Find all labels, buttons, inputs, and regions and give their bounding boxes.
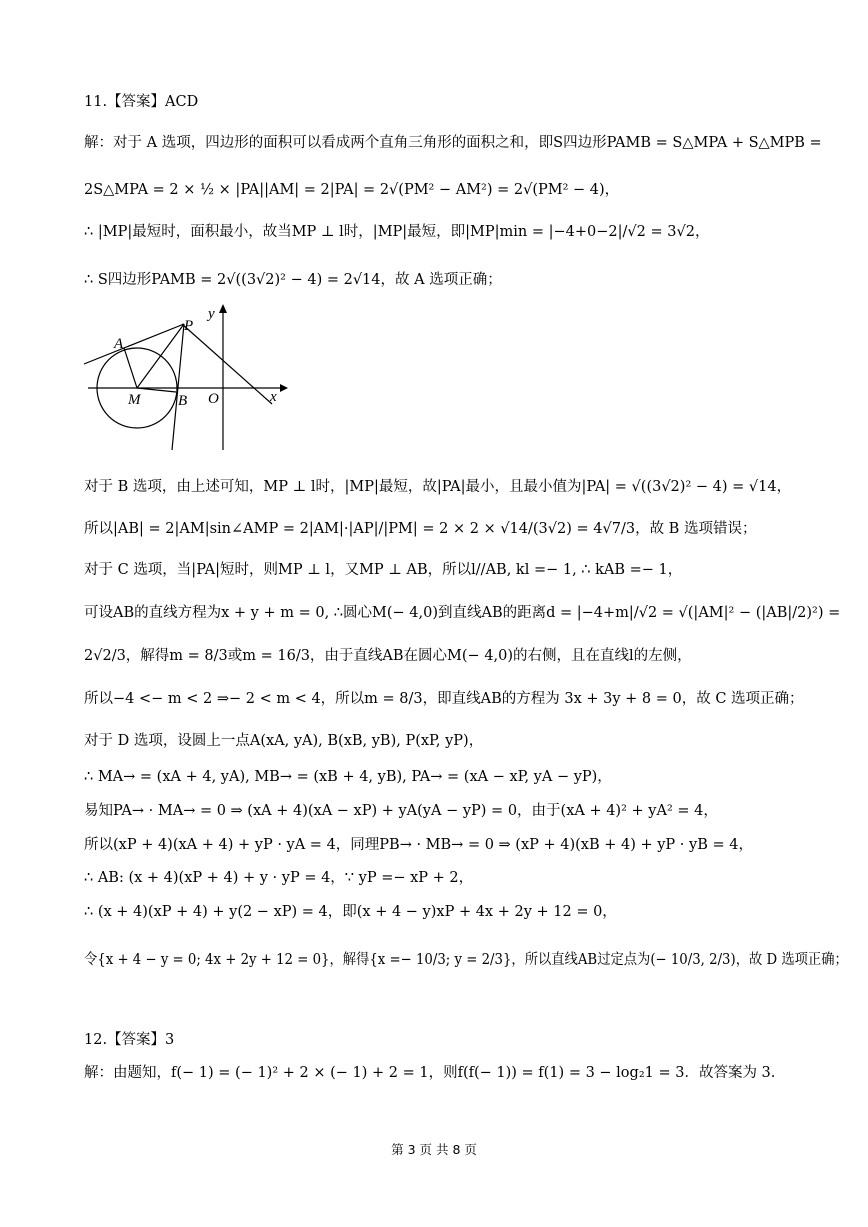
label-b: B: [178, 393, 188, 409]
y-axis-arrow: [219, 304, 227, 313]
q11-line-2: 2S△MPA = 2 × ½ × |PA||AM| = 2|PA| = 2√(PM² − AM²) = 2√(PM² − 4)，: [84, 182, 620, 198]
q11-c-line-2: 可设AB的直线方程为x + y + m = 0, ∴圆心M(− 4,0)到直线AB的距离d = |−4+m|/√2 = √(|AM|² − (|AB|/2)²) =: [84, 605, 841, 621]
label-p: P: [184, 318, 194, 334]
label-y: y: [208, 306, 215, 322]
geometry-figure: [80, 300, 290, 455]
q11-d-line-3: 易知PA→ · MA→ = 0 ⇒ (xA + 4)(xA − xP) + yA(yA − yP) = 0，由于(xA + 4)² + yA² = 4，: [84, 803, 718, 819]
q11-d-line-2: ∴ MA→ = (xA + 4, yA), MB→ = (xB + 4, yB), PA→ = (xA − xP, yA − yP)，: [84, 769, 612, 785]
q11-d-line-4: 所以(xP + 4)(xA + 4) + yP · yA = 4，同理PB→ · MB→ = 0 ⇒ (xP + 4)(xB + 4) + yP · yB = 4，: [84, 837, 753, 853]
q11-c-line-1: 对于 C 选项，当|PA|短时，则MP ⊥ l，又MP ⊥ AB，所以l//AB, kl =− 1, ∴ kAB =− 1，: [84, 562, 683, 578]
q11-b-line-2: 所以|AB| = 2|AM|sin∠AMP = 2|AM|·|AP|/|PM| = 2 × 2 × √14/(3√2) = 4√7/3，故 B 选项错误；: [84, 521, 757, 537]
tangent-pb: [172, 324, 184, 450]
q11-d-line-5: ∴ AB: (x + 4)(xP + 4) + y · yP = 4，∵ yP =− xP + 2，: [84, 870, 474, 886]
radius-mb: [137, 388, 176, 392]
x-axis-arrow: [280, 384, 288, 392]
q11-line-3: ∴ |MP|最短时，面积最小，故当MP ⊥ l时，|MP|最短，即|MP|min = |−4+0−2|/√2 = 3√2，: [84, 224, 710, 240]
page-footer: 第 3 页 共 8 页: [391, 1142, 477, 1157]
q12-line: 解：由题知，f(− 1) = (− 1)² + 2 × (− 1) + 2 = 1，则f(f(− 1)) = f(1) = 3 − log₂1 = 3．故答案为 3.: [84, 1065, 776, 1081]
q11-line-4: ∴ S四边形PAMB = 2√((3√2)² − 4) = 2√14，故 A 选项正确；: [84, 272, 502, 288]
line-l: [182, 324, 272, 404]
label-m: M: [128, 392, 141, 408]
label-a: A: [114, 336, 124, 352]
q11-d-line-1: 对于 D 选项，设圆上一点A(xA, yA), B(xB, yB), P(xP, yP)，: [84, 733, 484, 749]
q11-d-line-6: ∴ (x + 4)(xP + 4) + y(2 − xP) = 4，即(x + 4 − y)xP + 4x + 2y + 12 = 0，: [84, 904, 617, 920]
q11-b-line-1: 对于 B 选项，由上述可知，MP ⊥ l时，|MP|最短，故|PA|最小，且最小值为|PA| = √((3√2)² − 4) = √14，: [84, 479, 792, 495]
q11-c-line-3: 2√2/3，解得m = 8/3或m = 16/3，由于直线AB在圆心M(− 4,0)的右侧，且在直线l的左侧，: [84, 648, 692, 664]
label-o: O: [208, 391, 219, 407]
q11-line-1: 解：对于 A 选项，四边形的面积可以看成两个直角三角形的面积之和，即S四边形PAMB = S△MPA + S△MPB =: [84, 135, 822, 151]
q11-heading: 11.【答案】ACD: [84, 94, 199, 110]
q11-d-line-7: 令{x + 4 − y = 0; 4x + 2y + 12 = 0}，解得{x =− 10/3; y = 2/3}，所以直线AB过定点为(− 10/3, 2/3)，故 D 选项正确；: [84, 952, 848, 968]
radius-ma: [124, 348, 137, 388]
q11-c-line-4: 所以−4 <− m < 2 ⇒− 2 < m < 4，所以m = 8/3，即直线AB的方程为 3x + 3y + 8 = 0，故 C 选项正确；: [84, 691, 804, 707]
q12-heading: 12.【答案】3: [84, 1032, 175, 1048]
label-x: x: [270, 389, 277, 405]
